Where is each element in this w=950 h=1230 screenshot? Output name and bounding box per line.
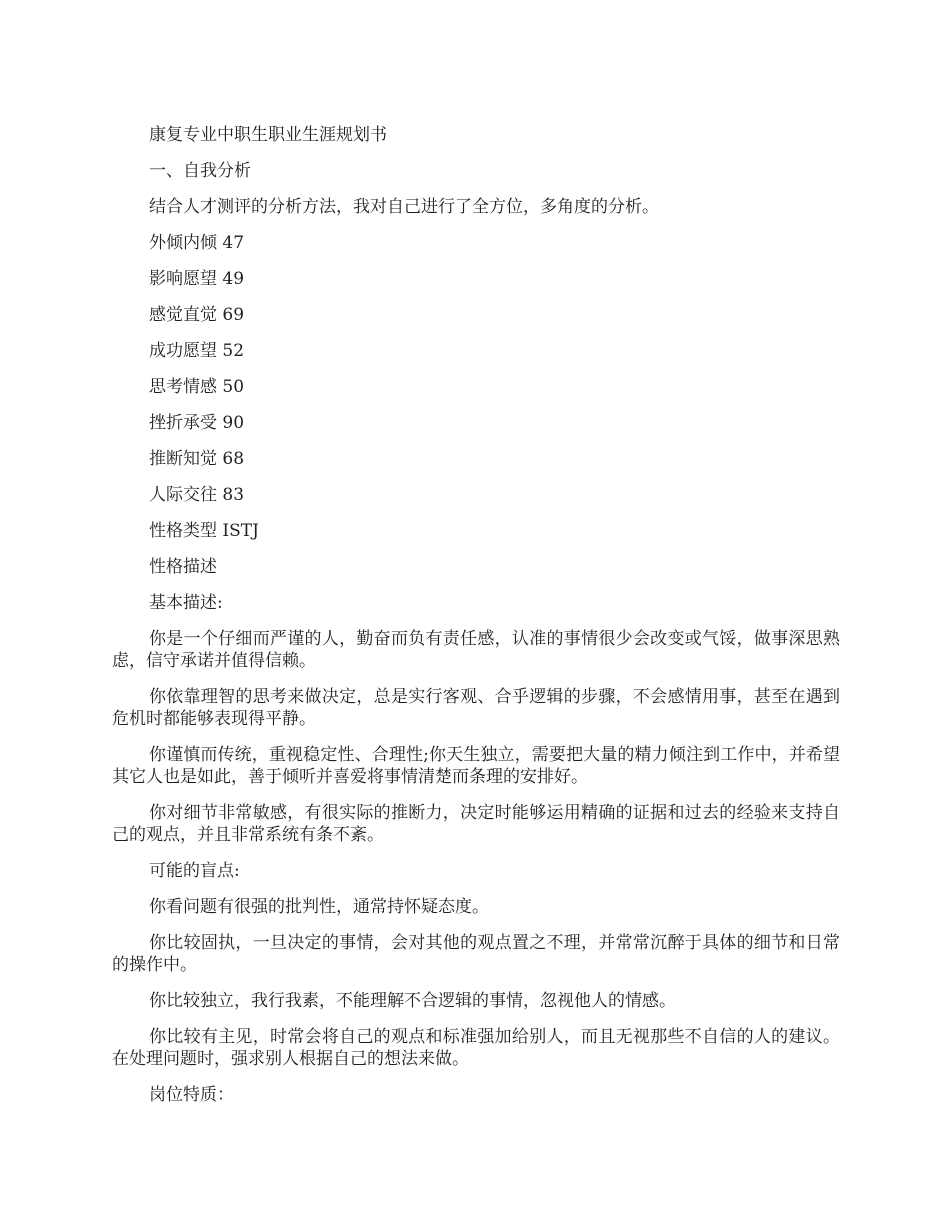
subheading: 岗位特质： (149, 1085, 234, 1105)
body-paragraph: 你比较固执，一旦决定的事情，会对其他的观点置之不理，并常常沉醉于具体的细节和日常的操作中。 (112, 933, 840, 975)
subheading: 可能的盲点: (149, 861, 240, 881)
body-paragraph: 你比较独立，我行我素，不能理解不合逻辑的事情，忽视他人的情感。 (149, 991, 676, 1011)
section-heading: 一、自我分析 (149, 161, 251, 181)
score-line: 感觉直觉 69 (149, 305, 245, 325)
body-paragraph: 你依靠理智的思考来做决定，总是实行客观、合乎逻辑的步骤，不会感情用事，甚至在遇到危机时都能够表现得平静。 (112, 687, 840, 729)
personality-type-line: 性格类型 ISTJ (149, 521, 259, 541)
score-line: 推断知觉 68 (149, 449, 245, 469)
intro-paragraph: 结合人才测评的分析方法，我对自己进行了全方位，多角度的分析。 (149, 197, 659, 217)
body-paragraph: 你对细节非常敏感，有很实际的推断力，决定时能够运用精确的证据和过去的经验来支持自己的观点，并且非常系统有条不紊。 (112, 803, 840, 845)
score-line: 思考情感 50 (149, 377, 245, 397)
document-title: 康复专业中职生职业生涯规划书 (149, 125, 387, 145)
score-line: 挫折承受 90 (149, 413, 245, 433)
body-paragraph: 你看问题有很强的批判性，通常持怀疑态度。 (149, 897, 489, 917)
subheading: 性格描述 (149, 557, 217, 577)
score-line: 人际交往 83 (149, 485, 245, 505)
score-line: 外倾内倾 47 (149, 233, 245, 253)
body-paragraph: 你谨慎而传统，重视稳定性、合理性;你天生独立，需要把大量的精力倾注到工作中，并希望其它人也是如此，善于倾听并喜爱将事情清楚而条理的安排好。 (112, 745, 840, 787)
score-line: 成功愿望 52 (149, 341, 245, 361)
score-line: 影响愿望 49 (149, 269, 245, 289)
subheading: 基本描述: (149, 593, 223, 613)
body-paragraph: 你是一个仔细而严谨的人，勤奋而负有责任感，认准的事情很少会改变或气馁，做事深思熟虑，信守承诺并值得信赖。 (112, 629, 840, 671)
document-body (112, 124, 840, 1120)
body-paragraph: 你比较有主见，时常会将自己的观点和标准强加给别人，而且无视那些不自信的人的建议。在处理问题时，强求别人根据自己的想法来做。 (112, 1027, 840, 1069)
